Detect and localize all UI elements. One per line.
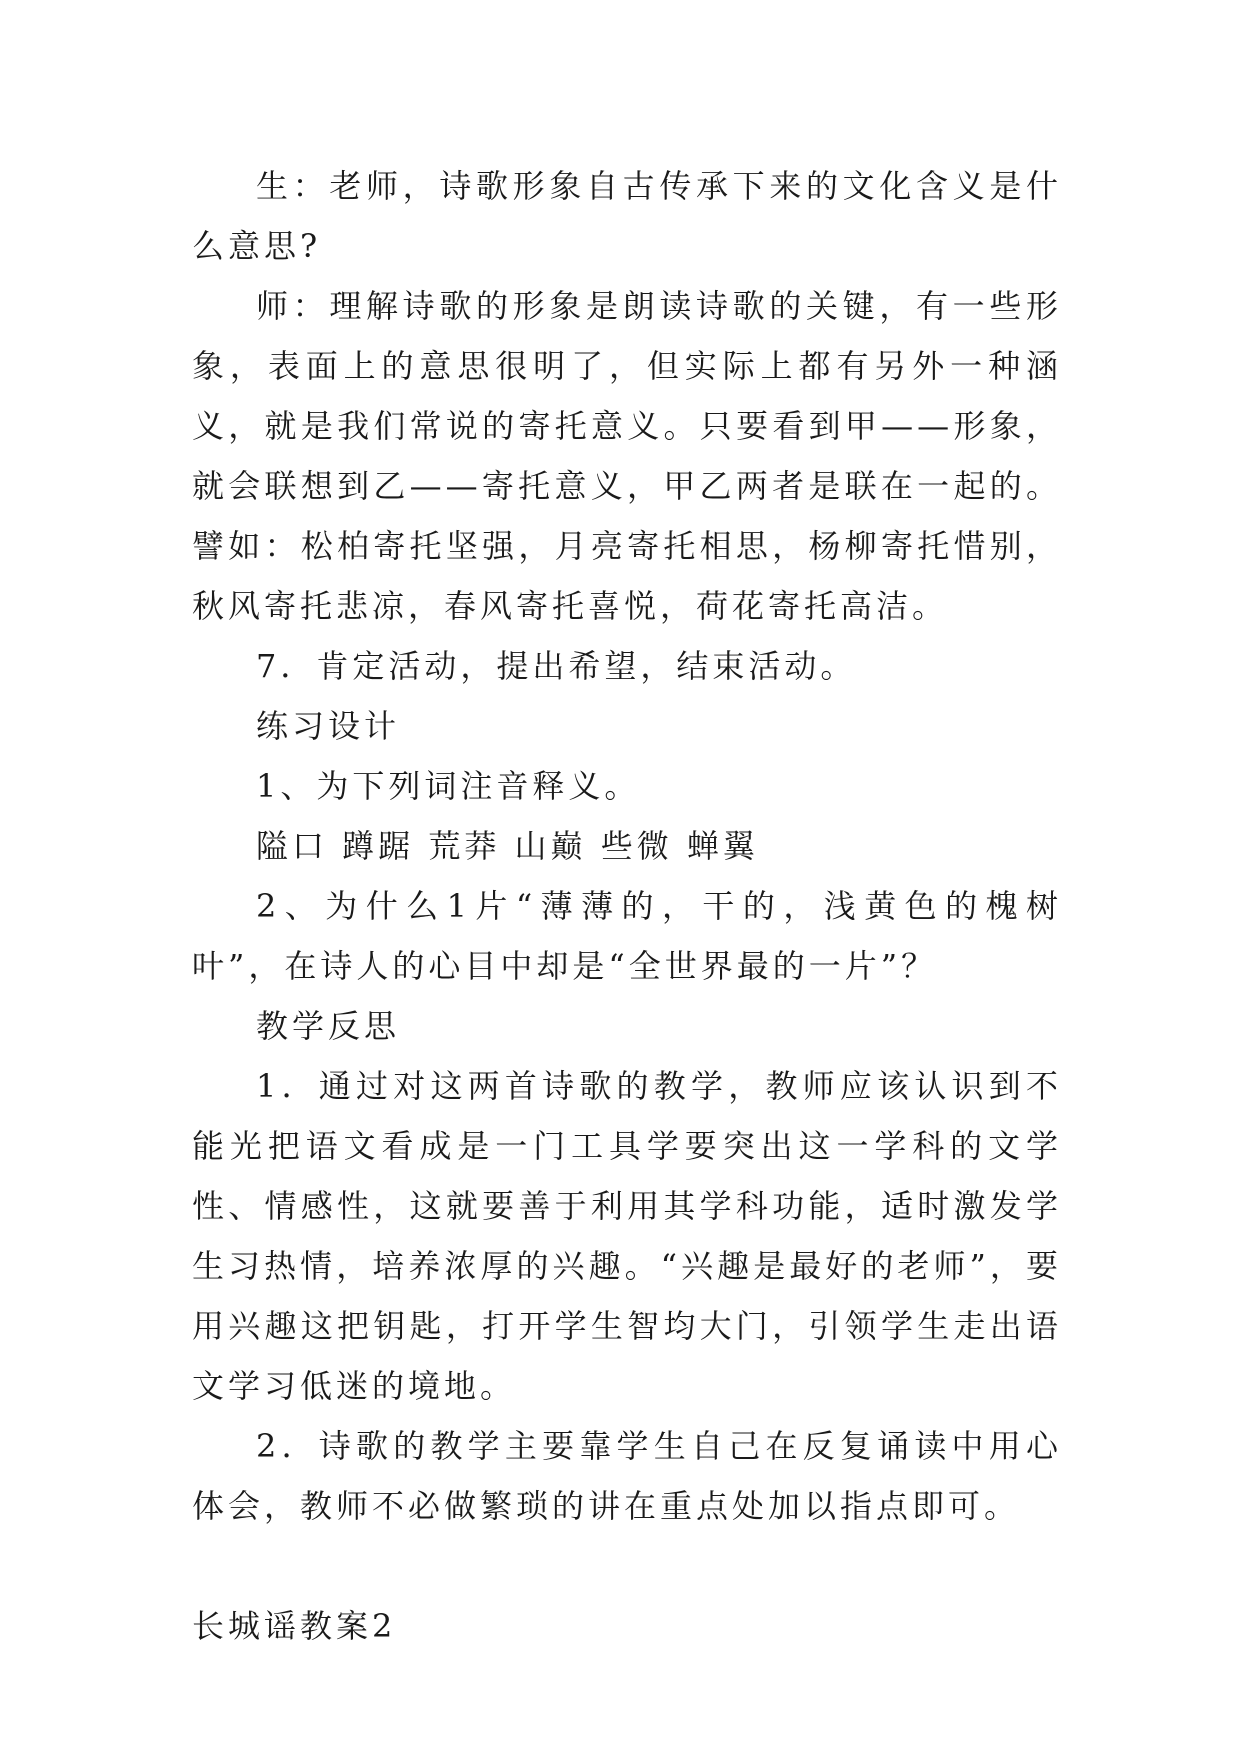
paragraph-teacher-answer: 师：理解诗歌的形象是朗读诗歌的关键，有一些形象，表面上的意思很明了，但实际上都有另外一种涵义，就是我们常说的寄托意义。只要看到甲——形象，就会联想到乙——寄托意义，甲乙两者是联在一起的。譬如：松柏寄托坚强，月亮寄托相思，杨柳寄托惜别，秋风寄托悲凉，春风寄托喜悦，荷花寄托高洁。: [192, 287, 1062, 625]
document-body: [192, 156, 1062, 1656]
reflection-item-2: 2．诗歌的教学主要靠学生自己在反复诵读中用心体会，教师不必做繁琐的讲在重点处加以指点即可。: [192, 1427, 1062, 1525]
exercise-item-1: 1、为下列词注音释义。: [256, 767, 641, 805]
reflection-item-1: 1．通过对这两首诗歌的教学，教师应该认识到不能光把语文看成是一门工具学要突出这一学科的文学性、情感性，这就要善于利用其学科功能，适时激发学生习热情，培养浓厚的兴趣。“兴趣是最好的老师”，要用兴趣这把钥匙，打开学生智均大门，引领学生走出语文学习低迷的境地。: [192, 1067, 1062, 1405]
exercise-word-list: 隘口 蹲踞 荒莽 山巅 些微 蝉翼: [256, 827, 759, 865]
paragraph-step-7: 7．肯定活动，提出希望，结束活动。: [256, 647, 857, 685]
exercise-item-2: 2、为什么1片“薄薄的，干的，浅黄色的槐树叶”，在诗人的心目中却是“全世界最的一片”？: [192, 887, 1062, 985]
paragraph-student-question: 生：老师，诗歌形象自古传承下来的文化含义是什么意思?: [192, 167, 1062, 265]
section-title: 长城谣教案2: [192, 1607, 397, 1645]
heading-exercise-design: 练习设计: [256, 707, 401, 745]
heading-teaching-reflection: 教学反思: [256, 1007, 401, 1045]
